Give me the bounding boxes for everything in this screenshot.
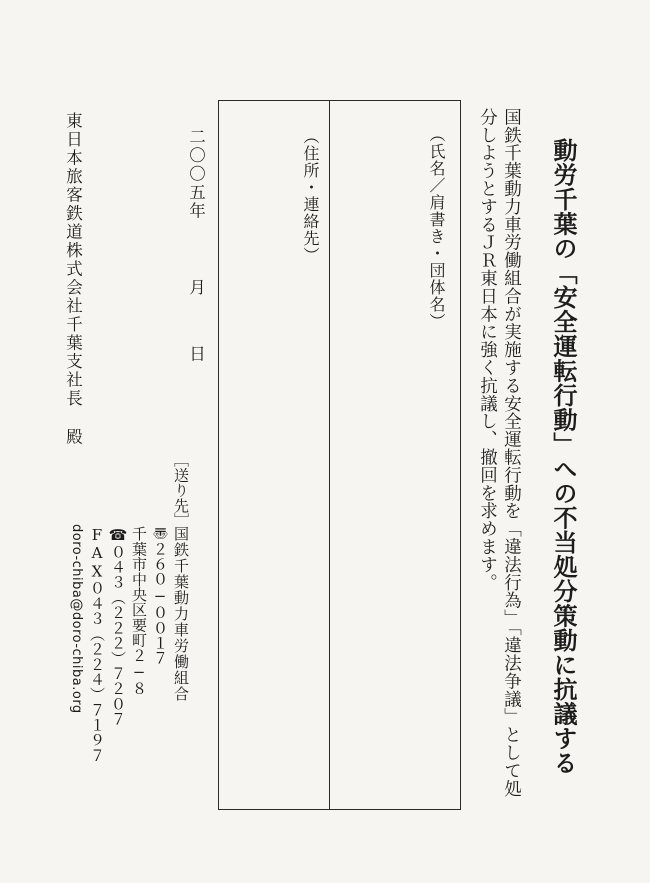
signature-form-divider (329, 100, 330, 810)
name-field-label: （氏名／肩書き・団体名） (427, 126, 446, 330)
address-field-label: （住所・連絡先） (301, 128, 320, 264)
addressee-honorific: 殿 (63, 428, 83, 447)
recipient-org: 国鉄千葉動力車労働組合 (172, 526, 190, 702)
date-line (187, 128, 204, 364)
body-line-1: 国鉄千葉動力車労働組合が実施する安全運転行動を「違法行為」「違法争議」として処 (501, 108, 522, 798)
recipient-heading: ［送り先］ (172, 452, 190, 528)
date-year: 二〇〇五年 (186, 128, 206, 221)
recipient-fax: FAX０４３（２２４）７１９７ (88, 526, 106, 763)
recipient-address: 千葉市中央区要町２−８ (130, 526, 148, 697)
addressee-line (64, 112, 81, 447)
addressee-company: 東日本旅客鉄道株式会社千葉支社長 (63, 112, 83, 408)
recipient-email: doro-chiba@doro-chiba.org (69, 524, 84, 714)
document-title: 動労千葉の「安全運転行動」への不当処分策動に抗議する (549, 138, 578, 775)
signature-form-box (218, 100, 461, 810)
date-day: 日 (186, 345, 206, 364)
recipient-tel: ☎０４３（２２２）７２０７ (109, 526, 127, 727)
body-line-2: 分しようとするＪＲ東日本に強く抗議し、撤回を求めます。 (477, 108, 498, 592)
recipient-postal: 〠２６０−００１７ (151, 526, 169, 666)
date-month: 月 (186, 278, 206, 297)
